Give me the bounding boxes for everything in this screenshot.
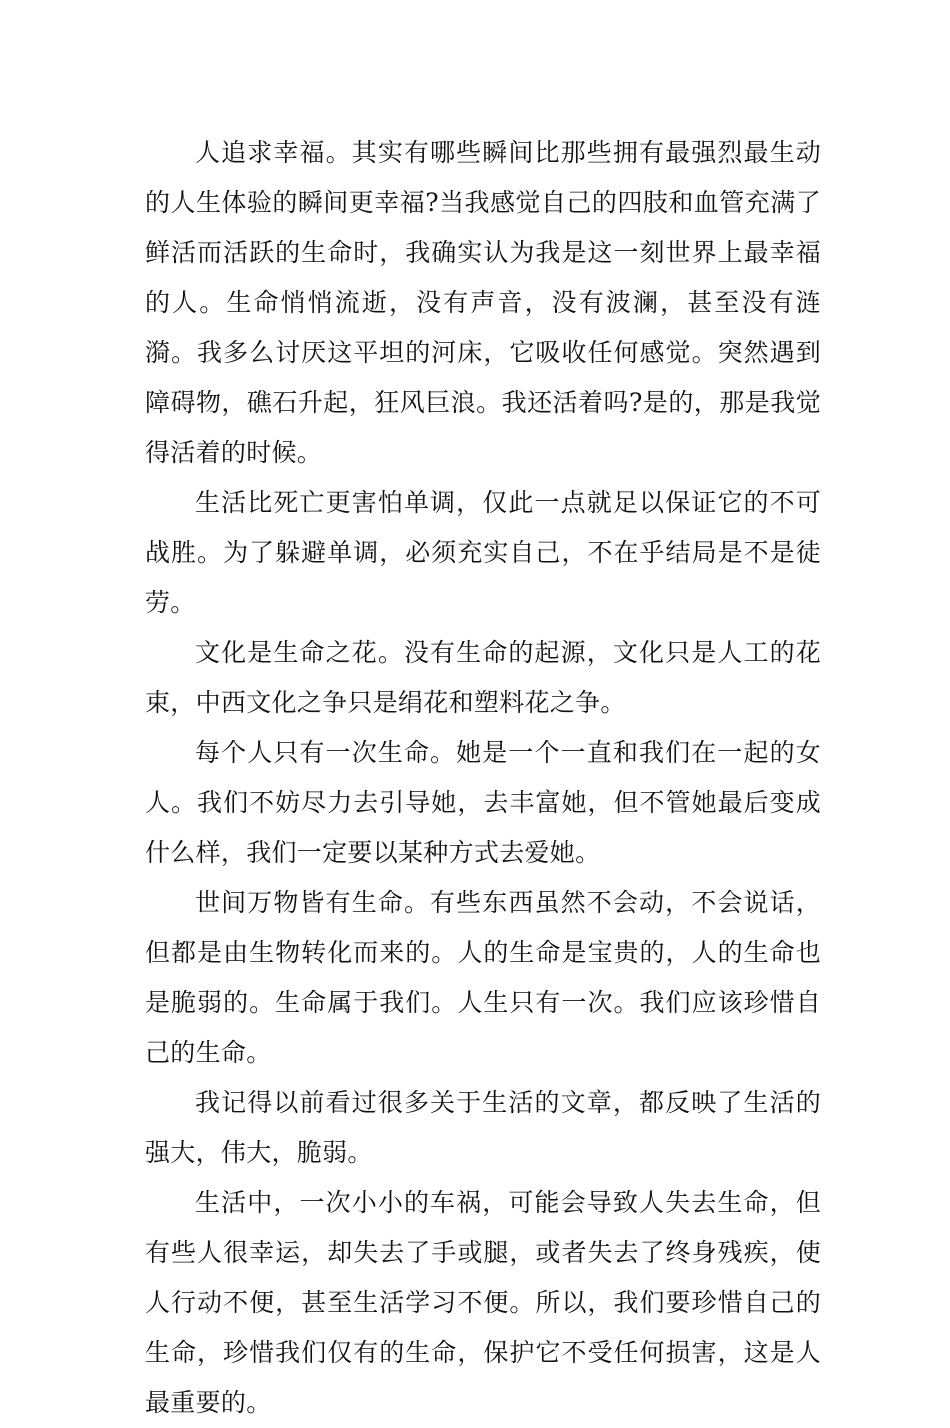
paragraph-5: 世间万物皆有生命。有些东西虽然不会动，不会说话，但都是由生物转化而来的。人的生命是宝贵的，人的生命也是脆弱的。生命属于我们。人生只有一次。我们应该珍惜自己的生命。 <box>145 888 821 1067</box>
paragraph-1: 人追求幸福。其实有哪些瞬间比那些拥有最强烈最生动的人生体验的瞬间更幸福?当我感觉自己的四肢和血管充满了鲜活而活跃的生命时，我确实认为我是这一刻世界上最幸福的人。生命悄悄流逝，没有声音，没有波澜，甚至没有涟漪。我多么讨厌这平坦的河床，它吸收任何感觉。突然遇到障碍物，礁石升起，狂风巨浪。我还活着吗?是的，那是我觉得活着的时候。 <box>145 138 821 467</box>
paragraph-7: 生活中，一次小小的车祸，可能会导致人失去生命，但有些人很幸运，却失去了手或腿，或者失去了终身残疾，使人行动不便，甚至生活学习不便。所以，我们要珍惜自己的生命，珍惜我们仅有的生命，保护它不受任何损害，这是人最重要的。 <box>145 1188 821 1417</box>
paragraph-4: 每个人只有一次生命。她是一个一直和我们在一起的女人。我们不妨尽力去引导她，去丰富她，但不管她最后变成什么样，我们一定要以某种方式去爱她。 <box>145 738 821 867</box>
paragraph-2: 生活比死亡更害怕单调，仅此一点就足以保证它的不可战胜。为了躲避单调，必须充实自己，不在乎结局是不是徒劳。 <box>145 488 821 617</box>
paragraph-3: 文化是生命之花。没有生命的起源，文化只是人工的花束，中西文化之争只是绢花和塑料花之争。 <box>145 638 821 717</box>
document-body <box>145 128 821 1428</box>
paragraph-6: 我记得以前看过很多关于生活的文章，都反映了生活的强大，伟大，脆弱。 <box>145 1088 821 1167</box>
